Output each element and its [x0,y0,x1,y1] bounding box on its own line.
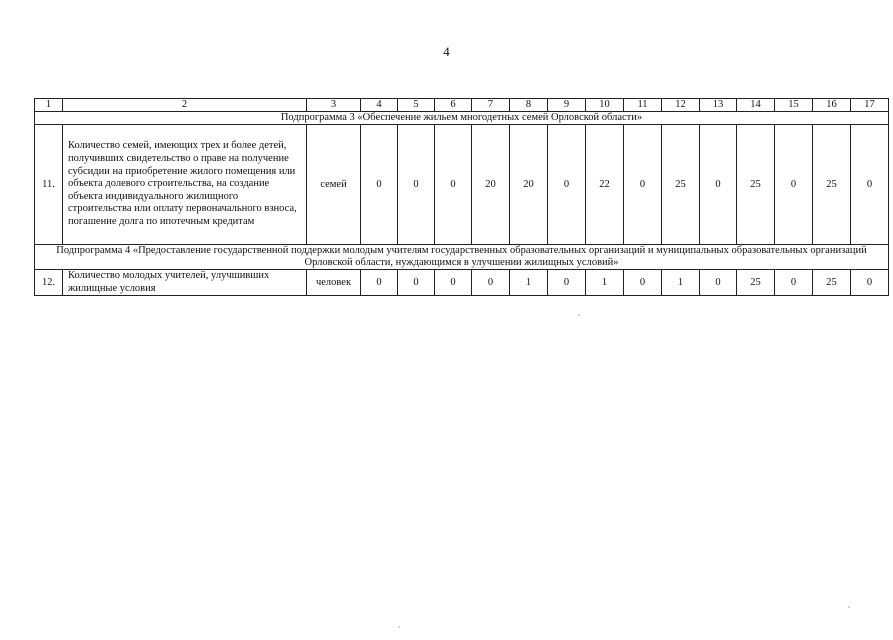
column-number: 12 [662,99,700,112]
value-cell: 0 [624,125,662,245]
value-cell: 22 [586,125,624,245]
value-cell: 0 [624,270,662,296]
scan-speck [398,626,400,628]
table-row [35,125,889,245]
value-cell: 0 [548,125,586,245]
value-cell: 0 [775,125,813,245]
value-cell: 20 [472,125,510,245]
value-cell: 1 [662,270,700,296]
value-cell: 25 [737,270,775,296]
value-cell: 0 [398,270,435,296]
column-number: 9 [548,99,586,112]
value-cell: 0 [398,125,435,245]
column-number: 3 [307,99,361,112]
value-cell: 25 [813,270,851,296]
value-cell: 0 [548,270,586,296]
column-number: 6 [435,99,472,112]
indicator-description: Количество семей, имеющих трех и более детей, получивших свидетельство о праве на получение субсидии на приобретение жилого помещения или объекта долевого строительства, на создание объекта индивидуального жилищного строительства или оплату первоначального взноса, погашение долга по ипотечным кредитам [63,125,307,245]
unit-of-measure: человек [307,270,361,296]
subprogram-4-title: Подпрограмма 4 «Предоставление государственной поддержки молодым учителям государственных образовательных организаций и муниципальных образовательных организаций Орловской области, нуждающимся в улучшении жилищных условий» [35,245,889,270]
indicator-description: Количество молодых учителей, улучшивших жилищные условия [63,270,307,296]
value-cell: 0 [435,125,472,245]
column-number: 5 [398,99,435,112]
column-number: 17 [851,99,889,112]
table-row [35,270,889,296]
column-number-row [35,99,889,112]
column-number: 10 [586,99,624,112]
row-number: 12. [35,270,63,296]
column-number: 15 [775,99,813,112]
column-number: 13 [700,99,737,112]
column-number: 1 [35,99,63,112]
value-cell: 25 [737,125,775,245]
value-cell: 0 [361,270,398,296]
indicators-table [34,98,889,296]
page-number: 4 [443,44,450,59]
value-cell: 0 [435,270,472,296]
scan-speck [578,314,580,316]
column-number: 2 [63,99,307,112]
unit-of-measure: семей [307,125,361,245]
value-cell: 25 [662,125,700,245]
column-number: 7 [472,99,510,112]
column-number: 4 [361,99,398,112]
value-cell: 0 [472,270,510,296]
subprogram-3-row [35,112,889,125]
row-number: 11. [35,125,63,245]
value-cell: 1 [586,270,624,296]
value-cell: 20 [510,125,548,245]
scan-speck [848,606,850,608]
value-cell: 0 [361,125,398,245]
value-cell: 1 [510,270,548,296]
value-cell: 0 [851,270,889,296]
value-cell: 0 [851,125,889,245]
value-cell: 25 [813,125,851,245]
column-number: 16 [813,99,851,112]
value-cell: 0 [700,270,737,296]
subprogram-4-row [35,245,889,270]
column-number: 11 [624,99,662,112]
column-number: 8 [510,99,548,112]
value-cell: 0 [700,125,737,245]
subprogram-3-title: Подпрограмма 3 «Обеспечение жильем многодетных семей Орловской области» [35,112,889,125]
value-cell: 0 [775,270,813,296]
column-number: 14 [737,99,775,112]
